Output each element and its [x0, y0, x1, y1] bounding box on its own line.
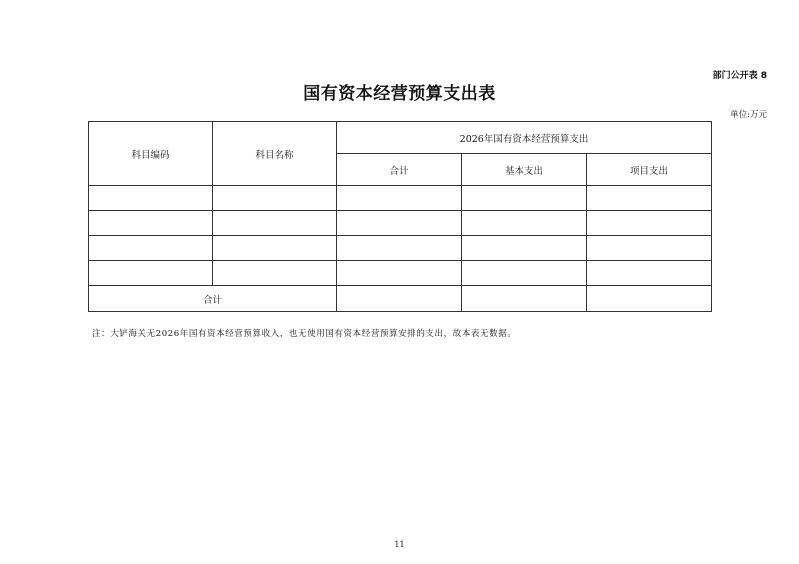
budget-table [88, 121, 712, 312]
table-cell [587, 211, 712, 236]
header-total: 合计 [337, 154, 462, 186]
table-cell [337, 236, 462, 261]
unit-label: 单位:万元 [730, 110, 767, 120]
table-cell [213, 236, 337, 261]
table-row [89, 211, 712, 236]
table-cell [89, 211, 213, 236]
footnote: 注：大铲海关无2026年国有资本经营预算收入，也无使用国有资本经营预算安排的支出，故本表无数据。 [92, 329, 517, 339]
table-cell [89, 236, 213, 261]
header-name: 科目名称 [213, 122, 337, 186]
table-row [89, 186, 712, 211]
table-cell [462, 236, 587, 261]
header-code: 科目编码 [89, 122, 213, 186]
table-header-row [89, 122, 712, 154]
header-basic: 基本支出 [462, 154, 587, 186]
total-cell [462, 286, 587, 312]
header-group: 2026年国有资本经营预算支出 [337, 122, 712, 154]
form-number: 部门公开表 8 [712, 71, 767, 81]
table-cell [587, 186, 712, 211]
table-cell [89, 186, 213, 211]
total-cell [337, 286, 462, 312]
table-cell [213, 186, 337, 211]
page-title: 国有资本经营预算支出表 [303, 84, 496, 104]
table-cell [213, 261, 337, 286]
table-row [89, 261, 712, 286]
header-project: 项目支出 [587, 154, 712, 186]
table-cell [337, 261, 462, 286]
total-row-label: 合计 [89, 286, 337, 312]
total-row [89, 286, 712, 312]
table-cell [587, 236, 712, 261]
table-cell [462, 261, 587, 286]
table-cell [587, 261, 712, 286]
total-cell [587, 286, 712, 312]
table-cell [337, 211, 462, 236]
page-number: 11 [394, 540, 405, 549]
table-cell [213, 211, 337, 236]
table-cell [337, 186, 462, 211]
table-cell [462, 186, 587, 211]
table-cell [89, 261, 213, 286]
table-cell [462, 211, 587, 236]
table-row [89, 236, 712, 261]
